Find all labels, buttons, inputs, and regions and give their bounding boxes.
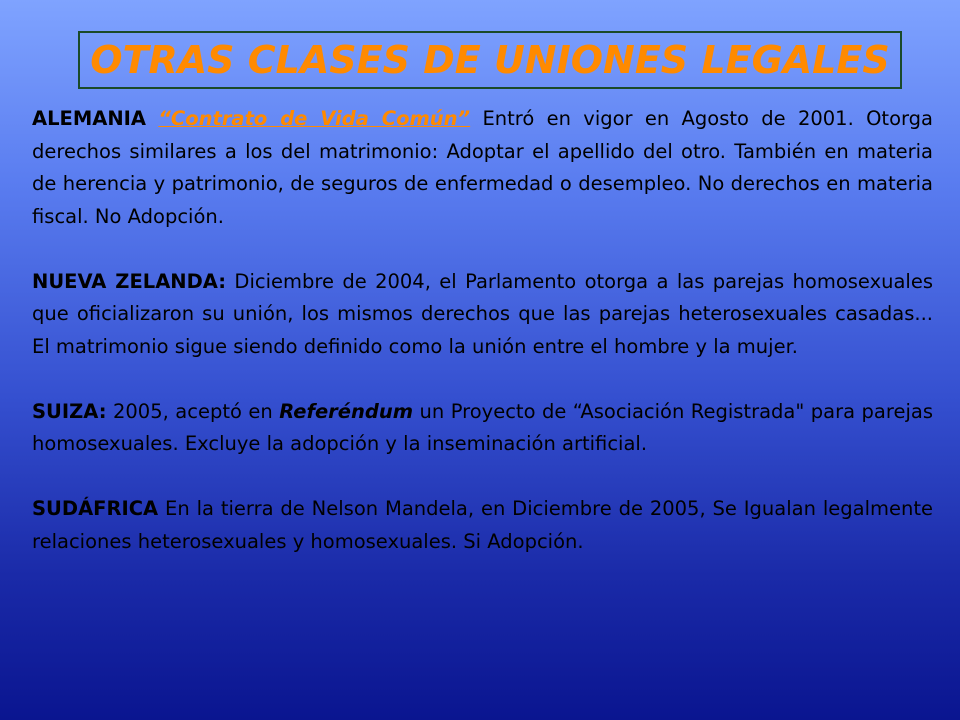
content-body: [32, 103, 933, 558]
paragraph-sudafrica-text: En la tierra de Nelson Mandela, en Diciembre de 2005, Se Igualan legalmente relaciones heterosexuales y homosexuales. Si Adopción.: [32, 497, 933, 553]
contrato-link[interactable]: “Contrato de Vida Común”: [158, 107, 471, 130]
paragraph-alemania: [32, 103, 933, 233]
country-alemania: ALEMANIA: [32, 107, 147, 130]
country-suiza: SUIZA:: [32, 399, 107, 423]
paragraph-sudafrica: [32, 493, 933, 558]
paragraph-nueva-zelanda-text: Diciembre de 2004, el Parlamento otorga a las parejas homosexuales que oficializaron su unión, los mismos derechos que las parejas heterosexuales casadas... El matrimonio sigue siendo definido como la unión entre el hombre y la mujer.: [32, 269, 933, 358]
page-title: OTRAS CLASES DE UNIONES LEGALES: [90, 38, 890, 82]
referendum-emphasis: Referéndum: [279, 399, 414, 423]
paragraph-suiza-text-after: un Proyecto de “Asociación Registrada" para parejas homosexuales. Excluye la adopción y la inseminación artificial.: [32, 399, 933, 455]
country-sudafrica: SUDÁFRICA: [32, 497, 159, 520]
paragraph-suiza: [32, 396, 933, 461]
country-nueva-zelanda: NUEVA ZELANDA:: [32, 269, 227, 293]
paragraph-alemania-text: Entró en vigor en Agosto de 2001. Otorga derechos similares a los del matrimonio: Adoptar el apellido del otro. También en materia de herencia y patrimonio, de seguros de enfermedad o desempleo. No derechos en materia fiscal. No Adopción.: [32, 107, 934, 228]
paragraph-suiza-text-before: 2005, aceptó en: [106, 399, 280, 423]
title-box: [78, 31, 902, 89]
paragraph-nueva-zelanda: [32, 266, 933, 364]
